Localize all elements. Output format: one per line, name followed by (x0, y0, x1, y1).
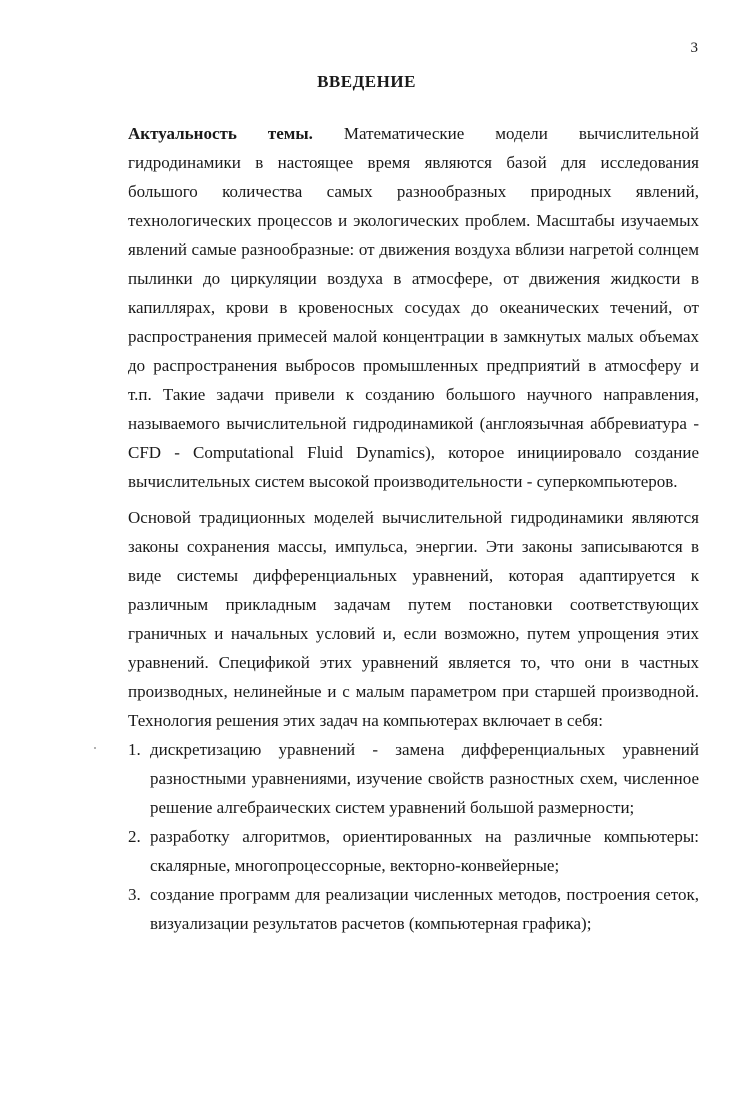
section-heading: ВВЕДЕНИЕ (317, 72, 416, 91)
paragraph-foundations-text: Основой традиционных моделей вычислительной гидродинамики являются законы сохранения массы, импульса, энергии. Эти законы записываются в виде системы дифференциальных уравнений, которая адаптируется к различным прикладным задачам путем постановки соответствующих граничных и начальных условий и, если возможно, путем упрощения этих уравнений. Спецификой этих уравнений является то, что они в частных производных, нелинейные и с малым параметром при старшей производной. Технология решения этих задач на компьютерах включает в себя: (128, 508, 699, 730)
list-item-text: дискретизацию уравнений - замена дифференциальных уравнений разностными уравнениями, изучение свойств разностных схем, численное решение алгебраических систем уравнений большой размерности; (150, 740, 699, 817)
list-item (128, 735, 699, 822)
paragraph-foundations (128, 503, 699, 735)
list-item-marker: 2. (128, 827, 141, 846)
list-item-marker: 3. (128, 885, 141, 904)
list-item (128, 822, 699, 880)
list-item (128, 880, 699, 938)
paragraph-lead: Актуальность темы. (128, 124, 313, 143)
technology-steps-list (128, 735, 699, 938)
scan-artifact-dot (94, 747, 96, 749)
body-text (128, 119, 699, 938)
page-number: 3 (690, 40, 698, 56)
list-item-marker: 1. (128, 740, 141, 759)
list-item-text: создание программ для реализации численных методов, построения сеток, визуализации результатов расчетов (компьютерная графика); (150, 885, 699, 933)
paragraph-relevance (128, 119, 699, 496)
paragraph-relevance-text: Математические модели вычислительной гидродинамики в настоящее время являются базой для исследования большого количества самых разнообразных природных явлений, технологических процессов и экологических проблем. Масштабы изучаемых явлений самые разнообразные: от движения воздуха вблизи нагретой солнцем пылинки до циркуляции воздуха в атмосфере, от движения жидкости в капиллярах, крови в кровеносных сосудах до океанических течений, от распространения примесей малой концентрации в замкнутых малых объемах до распространения выбросов промышленных предприятий в атмосферу и т.п. Такие задачи привели к созданию большого научного направления, называемого вычислительной гидродинамикой (англоязычная аббревиатура - CFD - Computational Fluid Dynamics), которое инициировало создание вычислительных систем высокой производительности - суперкомпьютеров. (128, 124, 699, 491)
list-item-text: разработку алгоритмов, ориентированных на различные компьютеры: скалярные, многопроцессорные, векторно-конвейерные; (150, 827, 699, 875)
